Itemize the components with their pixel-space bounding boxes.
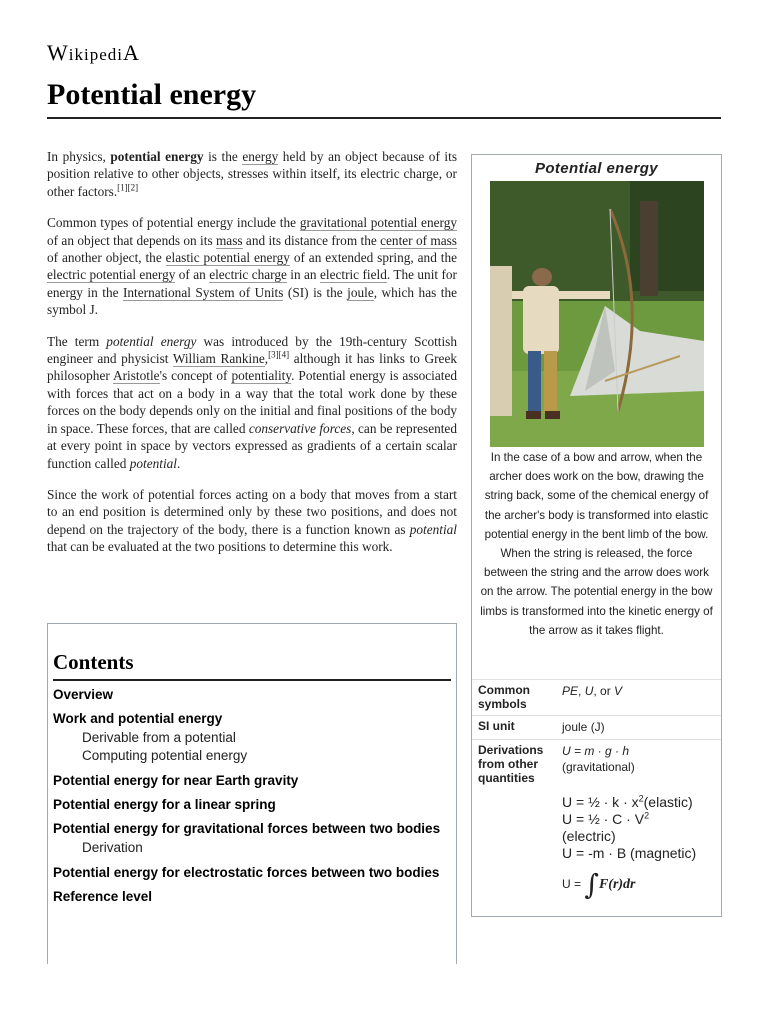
symbols-value: PE, U, or V bbox=[562, 684, 623, 698]
title-underline bbox=[47, 117, 721, 119]
toc-item[interactable]: Work and potential energy bbox=[53, 711, 223, 726]
article-body bbox=[47, 148, 457, 570]
citation-1-2[interactable]: [1][2] bbox=[117, 182, 139, 193]
row-common-symbols: Common symbols PE, U, or V bbox=[472, 679, 721, 716]
toc-subitem[interactable]: Computing potential energy bbox=[82, 748, 248, 763]
infobox-title: Potential energy bbox=[534, 160, 659, 177]
link-electric-field[interactable]: electric field bbox=[319, 267, 387, 283]
citation-3-4[interactable]: [3][4] bbox=[268, 349, 290, 360]
toc-item[interactable]: Overview bbox=[53, 687, 114, 702]
link-si-units[interactable]: International System of Units bbox=[122, 284, 284, 300]
link-gravitational-potential-energy[interactable]: gravitational potential energy bbox=[299, 215, 457, 231]
toc-item[interactable]: Potential energy for electrostatic forces between two bodies bbox=[53, 865, 440, 880]
paragraph-4: Since the work of potential forces acting on a body that moves from a start to an end position is determined only by these two positions, and does not depend on the trajectory of the body, there is a function known as potential that can be evaluated at the two positions to determine this work. bbox=[47, 486, 457, 555]
link-aristotle[interactable]: Aristotle bbox=[113, 368, 160, 384]
archer-photo[interactable] bbox=[490, 181, 704, 447]
link-center-of-mass[interactable]: center of mass bbox=[380, 232, 457, 248]
row-derivations: Derivations from other quantities U = m · g · h (gravitational) U = ½ · $k \cdot x^2(elastic)$ U = ½ · $C \cdot V^2$ (electric) U = -m · B (magnetic) U = ∫F(r)dr bbox=[472, 739, 721, 916]
toc-item[interactable]: Reference level bbox=[53, 889, 153, 904]
wikipedia-wordmark[interactable]: WikipediA bbox=[47, 40, 140, 65]
toc-item[interactable]: Potential energy for a linear spring bbox=[53, 797, 276, 812]
link-mass[interactable]: mass bbox=[215, 232, 243, 248]
row-si-unit: SI unit joule (J) bbox=[472, 715, 721, 740]
toc-item[interactable]: Potential energy for gravitational forces between two bodies bbox=[53, 821, 441, 836]
paragraph-2: Common types of potential energy include the gravitational potential energy of an object that depends on its mass and its distance from the center of mass of another object, the elastic potential energy of an extended spring, and the electric potential energy of an electric charge in an electric field. The unit for energy in the International System of Units (SI) is the joule, which has the symbol J. bbox=[47, 215, 457, 318]
paragraph-3: The term potential energy was introduced by the 19th-century Scottish engineer and physicist William Rankine,[3][4] although it has links to Greek philosopher Aristotle's concept of potentiality. Potential energy is associated with forces that act on a body in a way that the total work done by these forces on the body depends only on the initial and final positions of the body in space. These forces, that are called conservative forces, can be represented at every point in space by vectors expressed as gradients of a certain scalar function called potential. bbox=[47, 333, 458, 471]
link-elastic-potential-energy[interactable]: elastic potential energy bbox=[165, 250, 290, 266]
table-of-contents bbox=[47, 623, 457, 964]
toc-item[interactable]: Potential energy for near Earth gravity bbox=[53, 773, 299, 788]
link-electric-potential-energy[interactable]: electric potential energy bbox=[47, 267, 176, 283]
link-william-rankine[interactable]: William Rankine bbox=[172, 351, 265, 367]
link-joule[interactable]: joule bbox=[347, 284, 374, 300]
paragraph-1: In physics, potential energy is the energy held by an object because of its position relative to other objects, stresses within itself, its electric charge, or other factors.[1][2] bbox=[47, 149, 457, 199]
infobox-caption: In the case of a bow and arrow, when the archer does work on the bow, drawing the string back, some of the chemical energy of the archer's body is transformed into elastic potential energy in the bent limb of the bow. When the string is released, the force between the string and the arrow does work on the arrow. The potential energy in the bow limbs is transformed into the kinetic energy of the arrow as it takes flight. bbox=[480, 451, 713, 637]
link-potentiality[interactable]: potentiality bbox=[231, 368, 292, 384]
toc-heading: Contents bbox=[53, 650, 451, 681]
link-energy[interactable]: energy bbox=[242, 149, 279, 164]
link-electric-charge[interactable]: electric charge bbox=[209, 267, 287, 283]
infobox bbox=[471, 154, 722, 917]
derivation-formulas: U = m · g · h (gravitational) U = ½ · $k \cdot x^2(elastic)$ U = ½ · $C \cdot V^2$ (electric) U = -m · B (magnetic) U = ∫F(r)dr bbox=[562, 744, 697, 901]
toc-subitem[interactable]: Derivation bbox=[82, 840, 143, 855]
toc-subitem[interactable]: Derivable from a potential bbox=[82, 730, 236, 745]
page-title: Potential energy bbox=[47, 78, 257, 111]
